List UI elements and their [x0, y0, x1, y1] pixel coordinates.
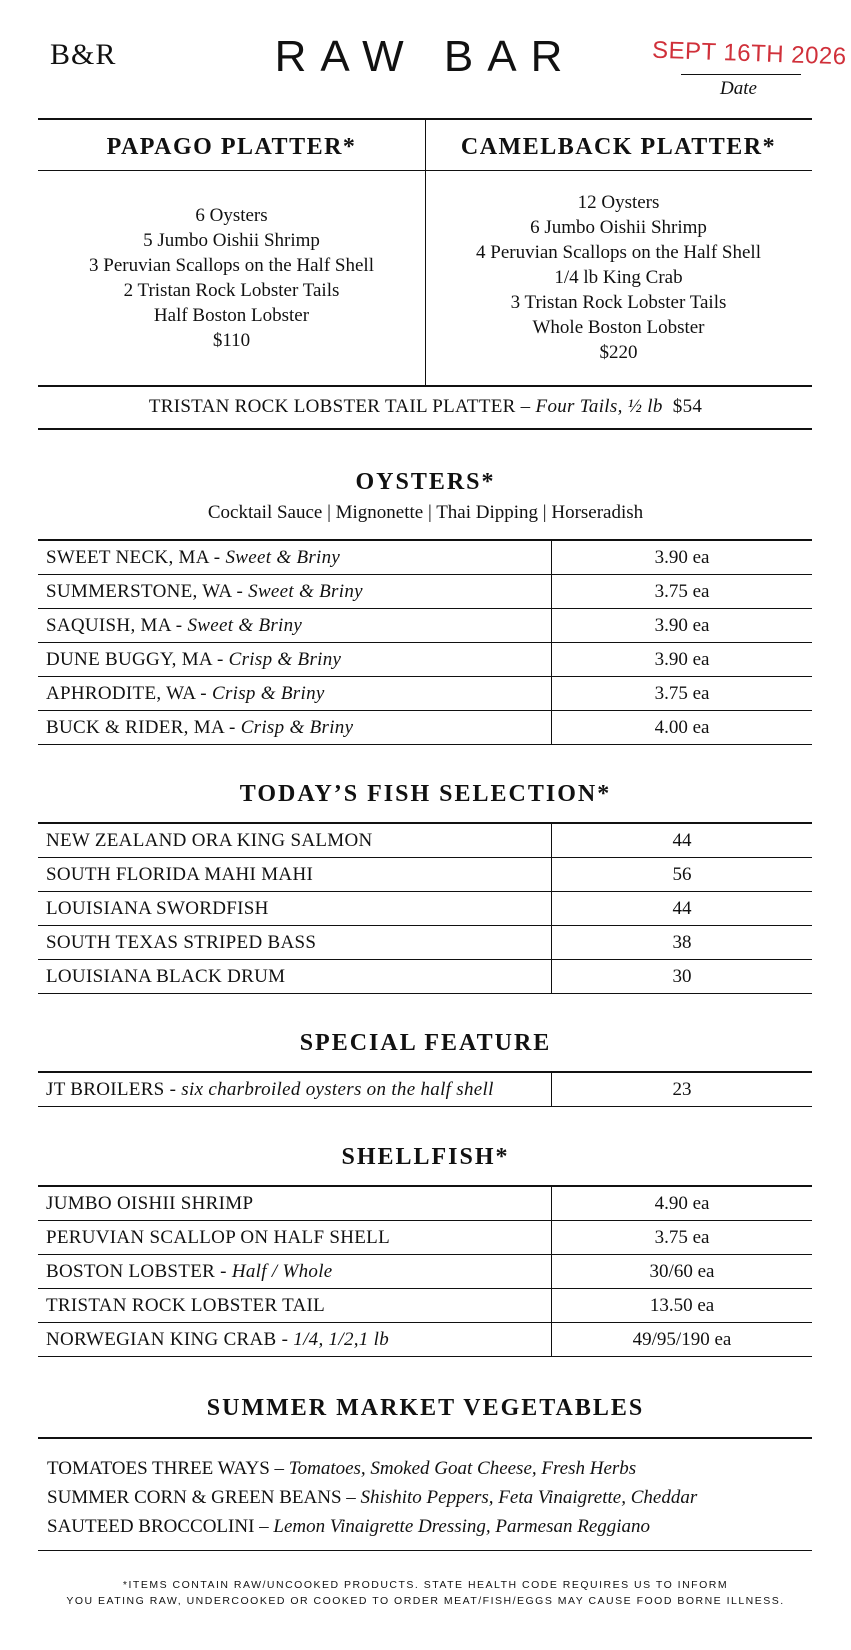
divider [38, 428, 812, 430]
item-price: 3.90 ea [552, 643, 813, 677]
tristan-platter [0, 396, 851, 418]
item-name [38, 711, 552, 745]
date-underline [681, 74, 801, 75]
item-name: LOUISIANA BLACK DRUM [38, 960, 552, 994]
vegetables-title: SUMMER MARKET VEGETABLES [206, 1395, 645, 1421]
item-label: BUCK & RIDER, MA - [46, 716, 236, 738]
papago-platter-title: PAPAGO PLATTER* [106, 134, 357, 160]
item-name [38, 575, 552, 609]
table-row [38, 540, 812, 575]
item-price: 30 [552, 960, 813, 994]
divider [38, 1550, 812, 1551]
item-label: SWEET NECK, MA - [46, 546, 221, 568]
item-desc: Lemon Vinaigrette Dressing, Parmesan Reggiano [273, 1516, 651, 1537]
item-price: 3.75 ea [552, 575, 813, 609]
item-price: 4.90 ea [552, 1186, 813, 1221]
table-row [38, 892, 812, 926]
divider [38, 1437, 812, 1439]
item-name: LOUISIANA SWORDFISH [38, 892, 552, 926]
platter-item: 3 Tristan Rock Lobster Tails [510, 292, 727, 313]
item-label: SAUTEED BROCCOLINI – [47, 1516, 269, 1537]
special-title: SPECIAL FEATURE [299, 1030, 552, 1056]
item-desc: Crisp & Briny [240, 716, 354, 738]
divider [38, 385, 812, 387]
shellfish-table [38, 1185, 812, 1357]
disclaimer-line: *ITEMS CONTAIN RAW/UNCOOKED PRODUCTS. STATE HEALTH CODE REQUIRES US TO INFORM [122, 1579, 729, 1591]
item-label: JT BROILERS - [46, 1078, 177, 1100]
item-price: 3.75 ea [552, 1221, 813, 1255]
item-label: DUNE BUGGY, MA - [46, 648, 224, 670]
special-table [38, 1071, 812, 1107]
item-price: 49/95/190 ea [552, 1323, 813, 1357]
camelback-platter-title: CAMELBACK PLATTER* [460, 134, 777, 160]
item-price: 23 [552, 1072, 813, 1107]
platter-price: $220 [599, 342, 638, 363]
item-price: 4.00 ea [552, 711, 813, 745]
item-desc: Crisp & Briny [211, 682, 325, 704]
health-disclaimer [0, 1577, 851, 1609]
table-row [38, 643, 812, 677]
oysters-title: OYSTERS* [355, 469, 496, 495]
disclaimer-line: YOU EATING RAW, UNDERCOOKED OR COOKED TO ORDER MEAT/FISH/EGGS MAY CAUSE FOOD BORNE ILLNESS. [66, 1595, 785, 1607]
item-name [38, 643, 552, 677]
item-desc: 1/4, 1/2,1 lb [293, 1328, 390, 1350]
tristan-platter-name: TRISTAN ROCK LOBSTER TAIL PLATTER – [148, 396, 531, 417]
item-name: SOUTH TEXAS STRIPED BASS [38, 926, 552, 960]
table-row [38, 1221, 812, 1255]
item-desc: Crisp & Briny [228, 648, 342, 670]
item-name [38, 1323, 552, 1357]
item-desc: Half / Whole [231, 1260, 333, 1282]
table-row [38, 575, 812, 609]
date-stamp: SEPT 16TH 2026 [651, 36, 848, 71]
fish-title: TODAY’S FISH SELECTION* [239, 781, 612, 807]
platter-item: 6 Jumbo Oishii Shrimp [530, 217, 707, 238]
item-name [38, 609, 552, 643]
shellfish-title: SHELLFISH* [341, 1144, 510, 1170]
table-row [38, 823, 812, 858]
item-price: 13.50 ea [552, 1289, 813, 1323]
platter-price: $110 [212, 330, 251, 351]
item-price: 44 [552, 823, 813, 858]
table-row [38, 1072, 812, 1107]
item-label: JUMBO OISHII SHRIMP [46, 1192, 254, 1214]
item-desc: Sweet & Briny [225, 546, 341, 568]
platter-item: Whole Boston Lobster [532, 317, 705, 338]
item-desc: Sweet & Briny [248, 580, 363, 602]
item-label: BOSTON LOBSTER - [46, 1260, 227, 1282]
table-row [38, 1323, 812, 1357]
table-row [38, 711, 812, 745]
platter-item: 2 Tristan Rock Lobster Tails [123, 280, 340, 301]
table-row [38, 1255, 812, 1289]
item-name [38, 540, 552, 575]
item-name [38, 1289, 552, 1323]
fish-table [38, 822, 812, 994]
platter-item: 6 Oysters [195, 205, 268, 226]
item-label: SUMMERSTONE, WA - [46, 580, 244, 602]
item-price: 44 [552, 892, 813, 926]
item-name: NEW ZEALAND ORA KING SALMON [38, 823, 552, 858]
platter-item: 1/4 lb King Crab [554, 267, 683, 288]
oysters-sauces: Cocktail Sauce | Mignonette | Thai Dipping | Horseradish [207, 502, 644, 523]
list-item [47, 1483, 697, 1512]
table-row [38, 960, 812, 994]
logo: B&R [50, 38, 117, 71]
item-desc: Tomatoes, Smoked Goat Cheese, Fresh Herbs [288, 1458, 637, 1479]
platter-item: 5 Jumbo Oishii Shrimp [143, 230, 320, 251]
table-row [38, 677, 812, 711]
item-label: NORWEGIAN KING CRAB - [46, 1328, 289, 1350]
divider [38, 170, 812, 171]
item-desc: Sweet & Briny [187, 614, 303, 636]
vegetables-list [47, 1454, 697, 1541]
item-label: PERUVIAN SCALLOP ON HALF SHELL [46, 1226, 390, 1248]
table-row [38, 1289, 812, 1323]
item-name [38, 1072, 552, 1107]
table-row [38, 1186, 812, 1221]
item-desc: Shishito Peppers, Feta Vinaigrette, Cheddar [360, 1487, 698, 1508]
camelback-platter-items [425, 190, 812, 365]
item-price: 38 [552, 926, 813, 960]
table-row [38, 926, 812, 960]
platter-item: 12 Oysters [577, 192, 660, 213]
item-label: TOMATOES THREE WAYS – [47, 1458, 285, 1479]
table-row [38, 858, 812, 892]
oysters-table [38, 539, 812, 745]
item-name: SOUTH FLORIDA MAHI MAHI [38, 858, 552, 892]
item-name [38, 1255, 552, 1289]
page-title: RAW BAR [274, 32, 577, 81]
tristan-platter-desc: Four Tails, ½ lb [535, 396, 663, 417]
date-label: Date [720, 78, 757, 99]
item-label: SAQUISH, MA - [46, 614, 183, 636]
item-label: APHRODITE, WA - [46, 682, 207, 704]
item-price: 3.90 ea [552, 540, 813, 575]
item-label: SUMMER CORN & GREEN BEANS – [47, 1487, 356, 1508]
list-item [47, 1454, 697, 1483]
item-name [38, 1221, 552, 1255]
platter-item: Half Boston Lobster [153, 305, 310, 326]
item-price: 3.75 ea [552, 677, 813, 711]
item-name [38, 677, 552, 711]
tristan-platter-price: $54 [672, 396, 703, 417]
list-item [47, 1512, 697, 1541]
item-desc: six charbroiled oysters on the half shell [181, 1078, 494, 1100]
platter-item: 3 Peruvian Scallops on the Half Shell [89, 255, 374, 276]
table-row [38, 609, 812, 643]
item-price: 3.90 ea [552, 609, 813, 643]
item-label: TRISTAN ROCK LOBSTER TAIL [46, 1294, 326, 1316]
platter-item: 4 Peruvian Scallops on the Half Shell [476, 242, 761, 263]
papago-platter-items [38, 203, 425, 353]
item-name [38, 1186, 552, 1221]
item-price: 56 [552, 858, 813, 892]
item-price: 30/60 ea [552, 1255, 813, 1289]
